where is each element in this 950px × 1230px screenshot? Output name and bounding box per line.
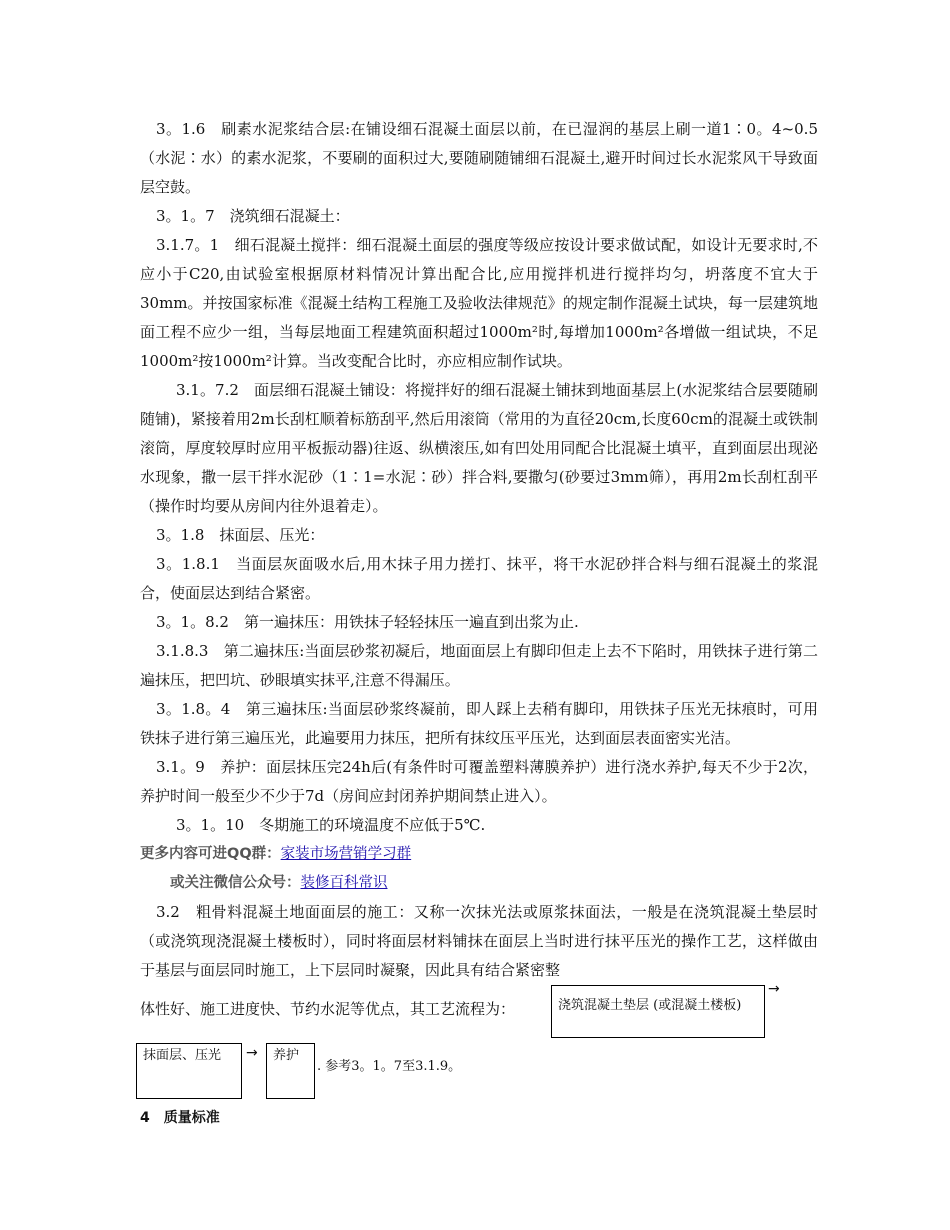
paragraph-3-1-8-3: 3.1.8.3 第二遍抹压:当面层砂浆初凝后，地面面层上有脚印但走上去不下陷时，用铁抹子进行第二遍抹压，把凹坑、砂眼填实抹平,注意不得漏压。: [140, 642, 818, 689]
process-flow-row-2: [140, 1043, 818, 1105]
wechat-account-link[interactable]: 装修百科常识: [300, 875, 388, 891]
paragraph-3-1-6: 3。1.6 刷素水泥浆结合层:在铺设细石混凝土面层以前，在已湿润的基层上刷一道1∶0。4~0.5（水泥∶水）的素水泥浆，不要刷的面积过大,要随刷随铺细石混凝土,避开时间过长水泥浆风干导致面层空鼓。: [140, 120, 818, 196]
qq-group-promo: [140, 840, 818, 869]
paragraph-3-1-10: 3。1。10 冬期施工的环境温度不应低于5℃.: [176, 816, 486, 834]
flow-intro-text: 体性好、施工进度快、节约水泥等优点，其工艺流程为：: [140, 1000, 516, 1018]
flow-box-pour-cushion: 浇筑混凝土垫层 (或混凝土楼板): [551, 985, 765, 1038]
paragraph-3-1-9: 3.1。9 养护：面层抹压完24h后(有条件时可覆盖塑料薄膜养护）进行浇水养护,每天不少于2次，养护时间一般至少不少于7d（房间应封闭养护期间禁止进入）。: [140, 758, 818, 805]
flow-box-trowel: 抹面层、压光: [136, 1043, 242, 1099]
paragraph-3-1-8: 3。1.8 抹面层、压光：: [156, 526, 325, 544]
paragraph-3-2: 3.2 粗骨料混凝土地面面层的施工：又称一次抹光法或原浆抹面法，一般是在浇筑混凝土垫层时（或浇筑现浇混凝土楼板时），同时将面层材料铺抹在面层上当时进行抹平压光的操作工艺，这样做由于基层与面层同时施工，上下层同时凝聚，因此具有结合紧密整: [140, 903, 818, 979]
arrow-right-icon: →: [246, 1045, 258, 1061]
wechat-promo: [140, 869, 818, 898]
paragraph-3-1-7: 3。1。7 浇筑细石混凝土：: [156, 207, 350, 225]
paragraph-3-1-7-1: 3.1.7。1 细石混凝土搅拌：细石混凝土面层的强度等级应按设计要求做试配，如设计无要求时,不应小于C20,由试验室根据原材料情况计算出配合比,应用搅拌机进行搅拌均匀，坍落度不宜大于30mm。并按国家标准《混凝土结构工程施工及验收法律规范》的规定制作混凝土试块，每一层建筑地面工程不应少一组，当每层地面工程建筑面积超过1000m²时,每增加1000m²各增做一组试块，不足1000m²按1000m²计算。当改变配合比时，亦应相应制作试块。: [140, 236, 818, 370]
paragraph-3-1-8-1: 3。1.8.1 当面层灰面吸水后,用木抹子用力搓打、抹平，将干水泥砂拌合料与细石混凝土的浆混合，使面层达到结合紧密。: [140, 555, 818, 602]
process-flow-row-1: [140, 981, 818, 1043]
flow-reference-text: . 参考3。1。7至3.1.9。: [317, 1059, 462, 1074]
qq-label: 更多内容可进QQ群：: [140, 846, 281, 862]
paragraph-3-1-8-4: 3。1.8。4 第三遍抹压:当面层砂浆终凝前，即人踩上去稍有脚印，用铁抹子压光无抹痕时，可用铁抹子进行第三遍压光，此遍要用力抹压，把所有抹纹压平压光，达到面层表面密实光洁。: [140, 700, 818, 747]
paragraph-3-1-8-2: 3。1。8.2 第一遍抹压：用铁抹子轻轻抹压一遍直到出浆为止.: [156, 613, 579, 631]
flow-box-curing: 养护: [266, 1043, 315, 1099]
paragraph-3-1-7-2: 3.1。7.2 面层细石混凝土铺设：将搅拌好的细石混凝土铺抹到地面基层上(水泥浆结合层要随刷随铺)，紧接着用2m长刮杠顺着标筋刮平,然后用滚筒（常用的为直径20cm,长度60cm的混凝土或铁制滚筒，厚度较厚时应用平板振动器)往返、纵横滚压,如有凹处用同配合比混凝土填平，直到面层出现泌水现象，撒一层干拌水泥砂（1∶1=水泥∶砂）拌合料,要撒匀(砂要过3mm筛），再用2m长刮杠刮平（操作时均要从房间内往外退着走）。: [140, 381, 818, 515]
qq-group-link[interactable]: 家装市场营销学习群: [280, 846, 412, 862]
wechat-label: 或关注微信公众号：: [170, 875, 301, 891]
arrow-right-icon: →: [768, 981, 780, 997]
document-page: [140, 115, 818, 1131]
section-heading-quality-standard: 4 质量标准: [140, 1110, 220, 1126]
